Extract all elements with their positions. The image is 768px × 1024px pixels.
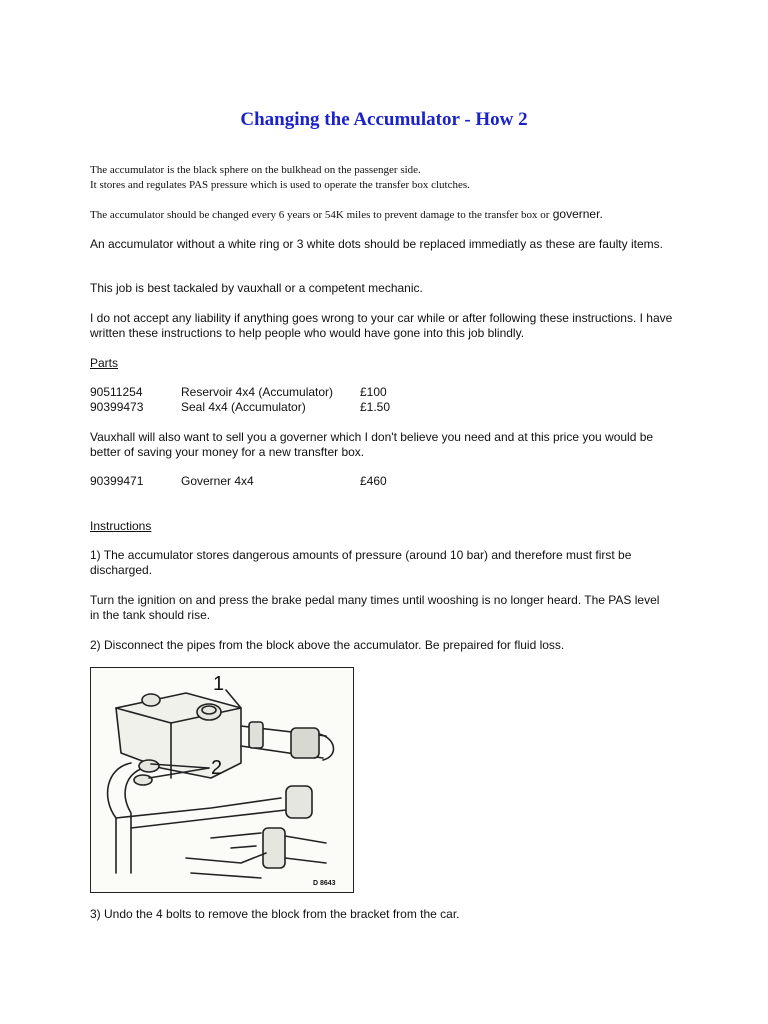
parts-heading: Parts <box>90 356 119 370</box>
page-title: Changing the Accumulator - How 2 <box>240 109 528 130</box>
change-interval-tail: governer. <box>549 207 603 221</box>
part-description: Reservoir 4x4 (Accumulator) <box>181 385 334 399</box>
accumulator-diagram <box>90 667 354 893</box>
best-paragraph: This job is best tackaled by vauxhall or a competent mechanic. <box>90 281 423 295</box>
change-interval-text: The accumulator should be changed every 6 years or 54K miles to prevent damage to the transfer box or <box>90 209 550 221</box>
liability-paragraph: I do not accept any liability if anything goes wrong to your car while or after following these instructions. I have written these instructions to help people who would have gone into this job blindly. <box>90 311 673 340</box>
governer-note-paragraph: Vauxhall will also want to sell you a governer which I don't believe you need and at this price you would be better of saving your money for a new transfter box. <box>90 430 654 459</box>
intro-line-1: The accumulator is the black sphere on the bulkhead on the passenger side. <box>90 164 421 176</box>
step-3-paragraph: 3) Undo the 4 bolts to remove the block from the bracket from the car. <box>90 907 460 921</box>
part-price: £1.50 <box>360 400 391 414</box>
part-price: £100 <box>360 385 387 399</box>
part-number: 90399471 <box>90 474 144 488</box>
governer-row <box>90 474 690 489</box>
step-1-detail-paragraph: Turn the ignition on and press the brake pedal many times until wooshing is no longer heard. The PAS level in the tank should rise. <box>90 593 660 622</box>
warning-paragraph: An accumulator without a white ring or 3 white dots should be replaced immediatly as these are faulty items. <box>90 237 663 251</box>
diagram-label-2: 2 <box>211 757 223 779</box>
step-1-paragraph: 1) The accumulator stores dangerous amounts of pressure (around 10 bar) and therefore must first be discharged. <box>90 548 632 577</box>
change-interval-paragraph <box>90 207 690 223</box>
part-number: 90399473 <box>90 400 144 414</box>
intro-paragraph <box>90 163 680 193</box>
diagram-drawing <box>91 668 353 892</box>
parts-row <box>90 385 690 400</box>
diagram-label-1: 1 <box>213 673 225 695</box>
part-price: £460 <box>360 474 387 488</box>
part-number: 90511254 <box>90 385 143 399</box>
intro-line-2: It stores and regulates PAS pressure which is used to operate the transfer box clutches. <box>90 179 470 191</box>
part-description: Seal 4x4 (Accumulator) <box>181 400 306 414</box>
step-2-paragraph: 2) Disconnect the pipes from the block above the accumulator. Be prepaired for fluid loss. <box>90 638 565 652</box>
part-description: Governer 4x4 <box>181 474 254 488</box>
parts-row <box>90 400 690 415</box>
diagram-code: D 8643 <box>313 880 336 887</box>
instructions-heading: Instructions <box>90 519 152 533</box>
